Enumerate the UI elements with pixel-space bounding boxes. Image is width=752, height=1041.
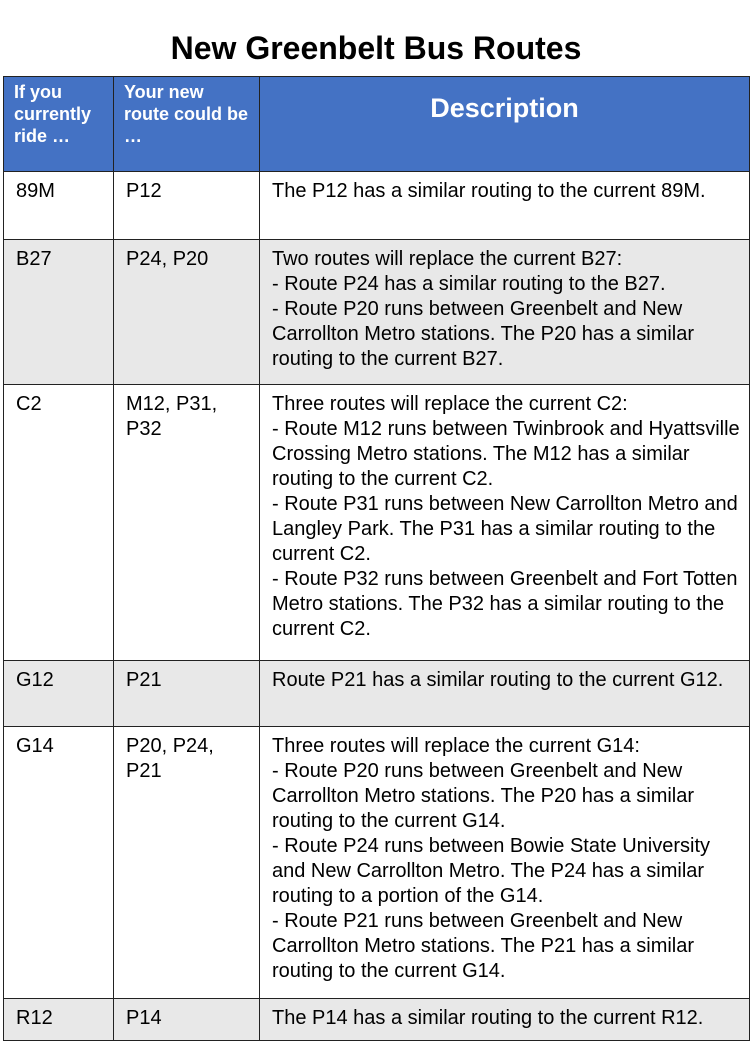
routes-table — [3, 76, 750, 1041]
description-cell — [260, 661, 750, 727]
header-new-route: Your new route could be … — [114, 77, 260, 172]
description-line: Route P21 has a similar routing to the current G12. — [272, 669, 724, 691]
description-line: Three routes will replace the current C2: — [272, 393, 628, 415]
table-row — [4, 385, 750, 661]
table-row — [4, 661, 750, 727]
current-route-cell: B27 — [4, 240, 114, 385]
description-cell — [260, 240, 750, 385]
description-line: - Route P32 runs between Greenbelt and Fort Totten Metro stations. The P32 has a similar routing to the current C2. — [272, 568, 744, 640]
table-row — [4, 727, 750, 999]
description-line: Two routes will replace the current B27: — [272, 248, 623, 270]
current-route-cell: C2 — [4, 385, 114, 661]
current-route-cell: G12 — [4, 661, 114, 727]
new-route-cell: P24, P20 — [114, 240, 260, 385]
new-route-cell: P14 — [114, 999, 260, 1041]
description-line: The P14 has a similar routing to the current R12. — [272, 1007, 704, 1029]
current-route-cell: G14 — [4, 727, 114, 999]
description-line: - Route P20 runs between Greenbelt and New Carrollton Metro stations. The P20 has a similar routing to the current G14. — [272, 760, 700, 832]
table-row — [4, 999, 750, 1041]
description-line: - Route P31 runs between New Carrollton Metro and Langley Park. The P31 has a similar routing to the current C2. — [272, 493, 744, 565]
description-line: - Route P24 runs between Bowie State University and New Carrollton Metro. The P24 has a similar routing to a portion of the G14. — [272, 835, 716, 907]
current-route-cell: 89M — [4, 172, 114, 240]
current-route-cell: R12 — [4, 999, 114, 1041]
description-line: - Route P24 has a similar routing to the B27. — [272, 273, 666, 295]
description-line: The P12 has a similar routing to the current 89M. — [272, 180, 706, 202]
description-cell — [260, 385, 750, 661]
table-row — [4, 240, 750, 385]
page-title: New Greenbelt Bus Routes — [170, 30, 582, 66]
header-current-route: If you currently ride … — [4, 77, 114, 172]
description-line: - Route M12 runs between Twinbrook and Hyattsville Crossing Metro stations. The M12 has a similar routing to the current C2. — [272, 418, 746, 490]
description-cell — [260, 172, 750, 240]
header-description: Description — [260, 77, 750, 172]
table-row — [4, 172, 750, 240]
description-cell — [260, 727, 750, 999]
new-route-cell: P20, P24, P21 — [114, 727, 260, 999]
description-line: - Route P21 runs between Greenbelt and New Carrollton Metro stations. The P21 has a similar routing to the current G14. — [272, 910, 700, 982]
description-line: Three routes will replace the current G14: — [272, 735, 640, 757]
new-route-cell: P21 — [114, 661, 260, 727]
description-cell — [260, 999, 750, 1041]
new-route-cell: P12 — [114, 172, 260, 240]
new-route-cell: M12, P31, P32 — [114, 385, 260, 661]
table-header-row — [4, 77, 750, 172]
description-line: - Route P20 runs between Greenbelt and New Carrollton Metro stations. The P20 has a similar routing to the current B27. — [272, 298, 700, 370]
